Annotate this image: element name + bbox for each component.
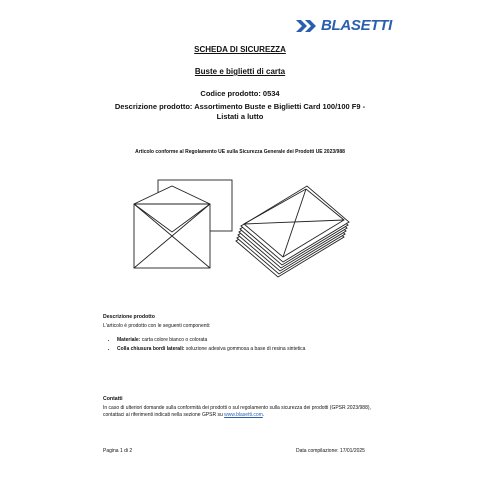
website-link[interactable]: www.blasetti.com — [224, 412, 263, 418]
logo-text: BLASETTI — [321, 17, 392, 34]
product-description: Descrizione prodotto: Assortimento Buste e Biglietti Card 100/100 F9 - Listati a lutto — [114, 102, 366, 121]
compliance-statement: Articolo conforme al Regolamento UE sulla Sicurezza Generale dei Prodotti UE 2023/988 — [135, 149, 345, 155]
list-item — [117, 345, 305, 354]
compilation-date: Data compilazione: 17/01/2025 — [296, 448, 365, 454]
component-text: soluzione adesiva gommosa a base di resina sintetica — [184, 346, 306, 352]
description-intro: L'articolo è prodotto con le seguenti componenti: — [103, 323, 211, 329]
product-type: Buste e biglietti di carta — [194, 67, 286, 76]
brand-logo — [296, 18, 392, 34]
page-number: Pagina 1 di 2 — [103, 448, 133, 454]
components-list — [103, 336, 305, 354]
component-label: Colla chiusura bordi laterali: — [117, 346, 185, 352]
component-text: carta colore bianco o colorata — [140, 337, 208, 343]
component-label: Materiale: — [117, 337, 141, 343]
envelopes-illustration — [128, 177, 352, 282]
description-title: Descrizione prodotto — [103, 314, 155, 320]
contacts-text — [103, 405, 375, 419]
product-code: Codice prodotto: 0534 — [200, 89, 280, 98]
contacts-end: . — [262, 412, 265, 418]
document-title: SCHEDA DI SICUREZZA — [194, 45, 286, 54]
contacts-body: In caso di ulteriori domande sulla conformità dei prodotti o sul regolamento sulla sicurezza dei prodotti (GPSR 2023/988), contattaci ai riferimenti indicati nella sezione GPSR su — [103, 405, 371, 418]
logo-chevrons-icon — [296, 19, 318, 33]
contacts-title: Contatti — [103, 396, 123, 402]
envelope-stack — [236, 186, 349, 277]
list-item — [117, 336, 305, 345]
